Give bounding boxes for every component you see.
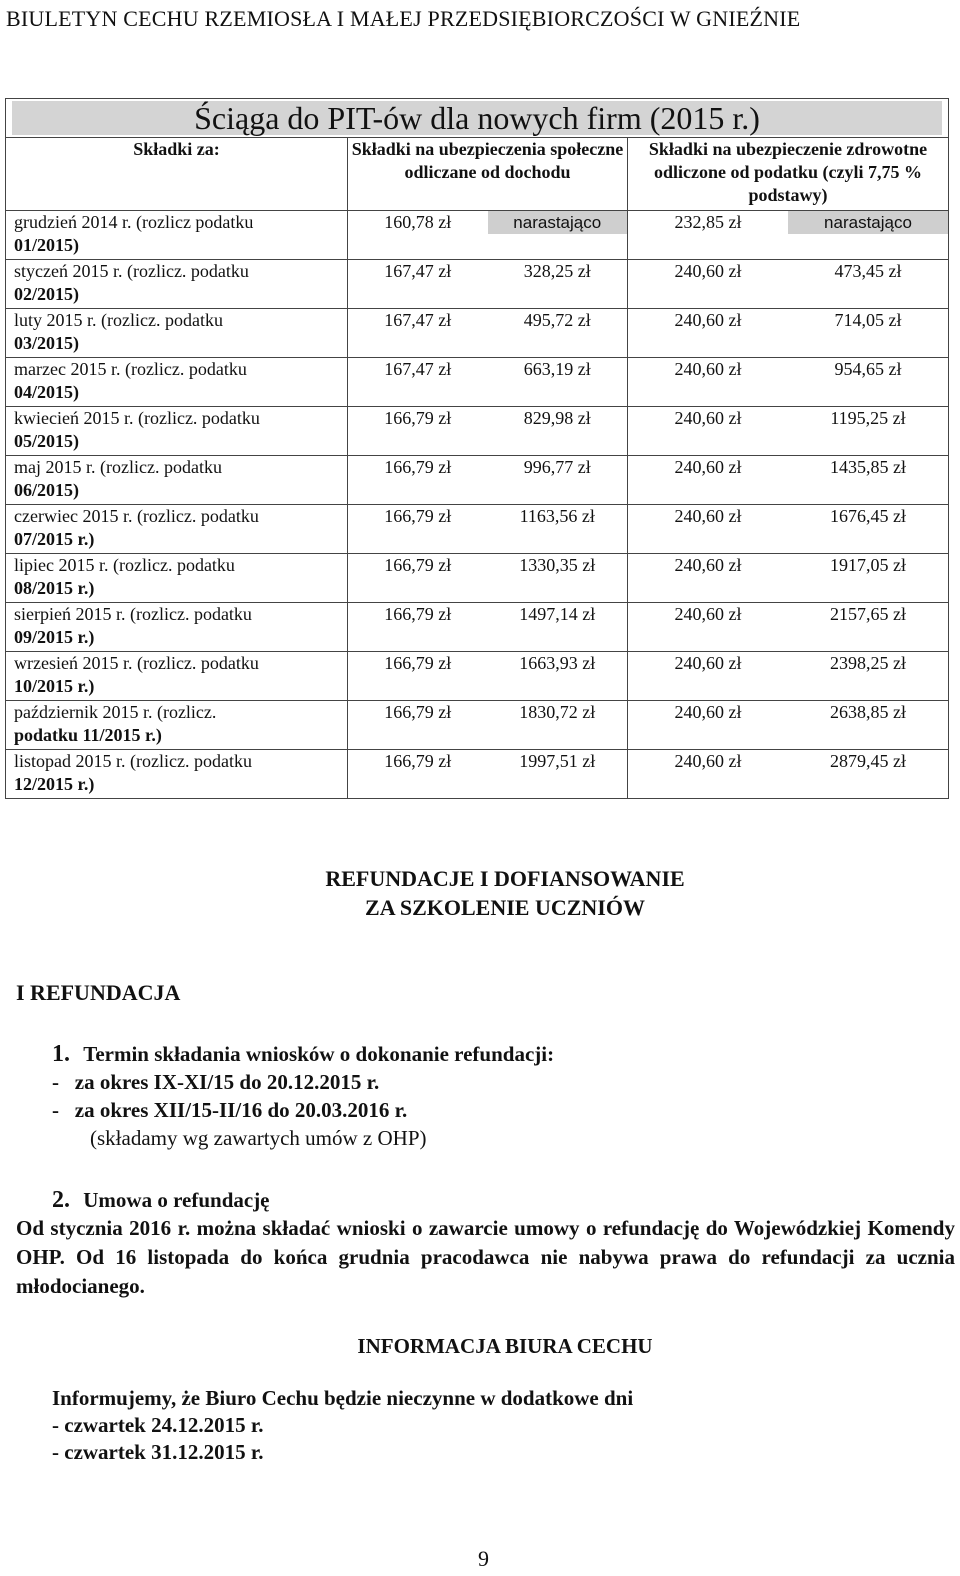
health-contribution-cell xyxy=(628,603,949,652)
pit-cheat-sheet-table xyxy=(5,98,949,799)
health-contribution: 240,60 zł xyxy=(674,555,742,575)
item1-line2: - za okres XII/15-II/16 do 20.03.2016 r. xyxy=(52,1098,408,1122)
health-contribution-cell xyxy=(628,554,949,603)
month-label: marzec 2015 r. (rozlicz. podatku xyxy=(14,359,247,379)
health-cumulative: 2638,85 zł xyxy=(830,702,906,722)
health-contribution: 240,60 zł xyxy=(674,310,742,330)
health-contribution: 240,60 zł xyxy=(674,506,742,526)
social-contribution-cell xyxy=(348,260,628,309)
health-cumulative: 714,05 zł xyxy=(834,310,902,330)
header-social-label: Składki na ubezpieczenia społeczne odliczane od dochodu xyxy=(351,139,624,182)
social-contribution-cell xyxy=(348,652,628,701)
month-period: 05/2015) xyxy=(14,431,79,451)
health-contribution-cell xyxy=(628,309,949,358)
social-contribution: 166,79 zł xyxy=(384,751,452,771)
month-label: lipiec 2015 r. (rozlicz. podatku xyxy=(14,555,235,575)
table-row xyxy=(6,309,949,358)
social-contribution-cell xyxy=(348,358,628,407)
item2-title: Umowa o refundację xyxy=(83,1188,270,1212)
info-line2: - czwartek 24.12.2015 r. xyxy=(52,1413,264,1437)
item2-text: Od stycznia 2016 r. można składać wnioski o zawarcie umowy o refundację do Wojewódzkiej Komendy OHP. Od 16 listopada do końca grudnia pracodawca nie nabywa prawa do refundacji za ucznia młodocianego. xyxy=(16,1216,955,1298)
social-contribution-cell xyxy=(348,750,628,799)
month-label: czerwiec 2015 r. (rozlicz. podatku xyxy=(14,506,259,526)
month-cell xyxy=(6,750,348,799)
month-period: 03/2015) xyxy=(14,333,79,353)
social-cumulative: 663,19 zł xyxy=(523,359,591,379)
social-contribution: 167,47 zł xyxy=(384,310,452,330)
health-contribution: 240,60 zł xyxy=(674,457,742,477)
table-row xyxy=(6,603,949,652)
month-cell xyxy=(6,554,348,603)
social-contribution: 166,79 zł xyxy=(384,457,452,477)
social-contribution: 166,79 zł xyxy=(384,555,452,575)
bulletin-header: BIULETYN CECHU RZEMIOSŁA I MAŁEJ PRZEDSIĘBIORCZOŚCI W GNIEŹNIE xyxy=(6,6,801,31)
table-row xyxy=(6,211,949,260)
table-body xyxy=(6,211,949,799)
social-cumulative: 328,25 zł xyxy=(523,261,591,281)
header-months-label: Składki za: xyxy=(133,139,220,159)
month-period: 01/2015) xyxy=(14,235,79,255)
social-contribution: 166,79 zł xyxy=(384,408,452,428)
table-row xyxy=(6,750,949,799)
header-cell-health xyxy=(628,138,949,211)
month-cell xyxy=(6,260,348,309)
health-cumulative: 473,45 zł xyxy=(834,261,902,281)
month-label: kwiecień 2015 r. (rozlicz. podatku xyxy=(14,408,260,428)
table-row xyxy=(6,407,949,456)
health-contribution: 232,85 zł xyxy=(674,212,742,232)
health-contribution: 240,60 zł xyxy=(674,261,742,281)
social-contribution-cell xyxy=(348,407,628,456)
social-cumulative: 495,72 zł xyxy=(523,310,591,330)
social-contribution: 167,47 zł xyxy=(384,359,452,379)
health-contribution: 240,60 zł xyxy=(674,751,742,771)
health-contribution: 240,60 zł xyxy=(674,653,742,673)
health-contribution: 240,60 zł xyxy=(674,702,742,722)
table-row xyxy=(6,652,949,701)
social-contribution-cell xyxy=(348,603,628,652)
month-label: sierpień 2015 r. (rozlicz. podatku xyxy=(14,604,252,624)
month-label: grudzień 2014 r. (rozlicz podatku xyxy=(14,212,254,232)
health-cumulative: 1435,85 zł xyxy=(830,457,906,477)
social-contribution: 166,79 zł xyxy=(384,702,452,722)
month-period: 04/2015) xyxy=(14,382,79,402)
month-label: maj 2015 r. (rozlicz. podatku xyxy=(14,457,222,477)
social-cumulative: 1330,35 zł xyxy=(519,555,596,575)
month-period: podatku 11/2015 r.) xyxy=(14,725,162,745)
month-period: 09/2015 r.) xyxy=(14,627,95,647)
health-contribution-cell xyxy=(628,407,949,456)
table-row xyxy=(6,554,949,603)
health-contribution: 240,60 zł xyxy=(674,604,742,624)
refund-heading-line1: REFUNDACJE I DOFIANSOWANIE xyxy=(325,866,685,891)
health-cumulative: 1195,25 zł xyxy=(830,408,906,428)
month-cell xyxy=(6,456,348,505)
month-period: 06/2015) xyxy=(14,480,79,500)
health-contribution-cell xyxy=(628,456,949,505)
item1-note: (składamy wg zawartych umów z OHP) xyxy=(90,1126,427,1150)
social-cumulative: 1497,14 zł xyxy=(519,604,596,624)
health-contribution-cell xyxy=(628,358,949,407)
health-cumulative: 2398,25 zł xyxy=(830,653,906,673)
health-contribution: 240,60 zł xyxy=(674,359,742,379)
health-cumulative: narastająco xyxy=(788,211,948,234)
header-cell-social xyxy=(348,138,628,211)
section-title-refund: I REFUNDACJA xyxy=(16,980,181,1005)
item1-line1: - za okres IX-XI/15 do 20.12.2015 r. xyxy=(52,1070,380,1094)
social-contribution-cell xyxy=(348,211,628,260)
table-title: Ściąga do PIT-ów dla nowych firm (2015 r.) xyxy=(194,100,760,136)
month-cell xyxy=(6,652,348,701)
item1-number: 1. xyxy=(52,1041,70,1067)
month-label: styczeń 2015 r. (rozlicz. podatku xyxy=(14,261,249,281)
header-health-label: Składki na ubezpieczenie zdrowotne odliczone od podatku (czyli 7,75 % podstawy) xyxy=(648,139,928,205)
item2-number: 2. xyxy=(52,1187,70,1213)
social-cumulative: 1997,51 zł xyxy=(519,751,596,771)
month-label: luty 2015 r. (rozlicz. podatku xyxy=(14,310,223,330)
month-cell xyxy=(6,701,348,750)
header-cell-months xyxy=(6,138,348,211)
item1-title: Termin składania wniosków o dokonanie refundacji: xyxy=(83,1042,555,1066)
table-row xyxy=(6,260,949,309)
month-cell xyxy=(6,407,348,456)
month-label: listopad 2015 r. (rozlicz. podatku xyxy=(14,751,252,771)
health-contribution-cell xyxy=(628,505,949,554)
month-period: 12/2015 r.) xyxy=(14,774,95,794)
health-contribution-cell xyxy=(628,750,949,799)
social-contribution-cell xyxy=(348,505,628,554)
social-contribution: 166,79 zł xyxy=(384,653,452,673)
health-contribution: 240,60 zł xyxy=(674,408,742,428)
social-cumulative: narastająco xyxy=(488,211,628,234)
health-contribution-cell xyxy=(628,260,949,309)
health-contribution-cell xyxy=(628,701,949,750)
table-row xyxy=(6,456,949,505)
page-number: 9 xyxy=(478,1546,489,1571)
social-contribution: 166,79 zł xyxy=(384,506,452,526)
month-period: 07/2015 r.) xyxy=(14,529,95,549)
table-title-cell xyxy=(6,99,949,138)
refund-heading-line2: ZA SZKOLENIE UCZNIÓW xyxy=(365,895,645,920)
social-contribution-cell xyxy=(348,309,628,358)
info-line1: Informujemy, że Biuro Cechu będzie nieczynne w dodatkowe dni xyxy=(52,1386,634,1410)
table-row xyxy=(6,505,949,554)
table-row xyxy=(6,701,949,750)
health-cumulative: 2879,45 zł xyxy=(830,751,906,771)
social-cumulative: 829,98 zł xyxy=(523,408,591,428)
health-contribution-cell xyxy=(628,652,949,701)
social-contribution-cell xyxy=(348,456,628,505)
social-contribution-cell xyxy=(348,554,628,603)
month-cell xyxy=(6,505,348,554)
info-line3: - czwartek 31.12.2015 r. xyxy=(52,1440,264,1464)
social-contribution: 167,47 zł xyxy=(384,261,452,281)
health-cumulative: 954,65 zł xyxy=(834,359,902,379)
table-row xyxy=(6,358,949,407)
social-cumulative: 1663,93 zł xyxy=(519,653,596,673)
social-contribution: 160,78 zł xyxy=(384,212,452,232)
item2-header xyxy=(52,1186,270,1215)
social-cumulative: 1830,72 zł xyxy=(519,702,596,722)
health-cumulative: 2157,65 zł xyxy=(830,604,906,624)
info-heading: INFORMACJA BIURA CECHU xyxy=(357,1334,653,1358)
social-cumulative: 1163,56 zł xyxy=(519,506,595,526)
item1-header xyxy=(52,1040,554,1069)
month-period: 08/2015 r.) xyxy=(14,578,95,598)
health-contribution-cell xyxy=(628,211,949,260)
month-label: wrzesień 2015 r. (rozlicz. podatku xyxy=(14,653,259,673)
social-contribution-cell xyxy=(348,701,628,750)
month-cell xyxy=(6,358,348,407)
health-cumulative: 1917,05 zł xyxy=(830,555,906,575)
month-cell xyxy=(6,603,348,652)
month-cell xyxy=(6,211,348,260)
social-cumulative: 996,77 zł xyxy=(523,457,591,477)
month-period: 10/2015 r.) xyxy=(14,676,95,696)
month-period: 02/2015) xyxy=(14,284,79,304)
month-cell xyxy=(6,309,348,358)
month-label: październik 2015 r. (rozlicz. xyxy=(14,702,217,722)
social-contribution: 166,79 zł xyxy=(384,604,452,624)
health-cumulative: 1676,45 zł xyxy=(830,506,906,526)
